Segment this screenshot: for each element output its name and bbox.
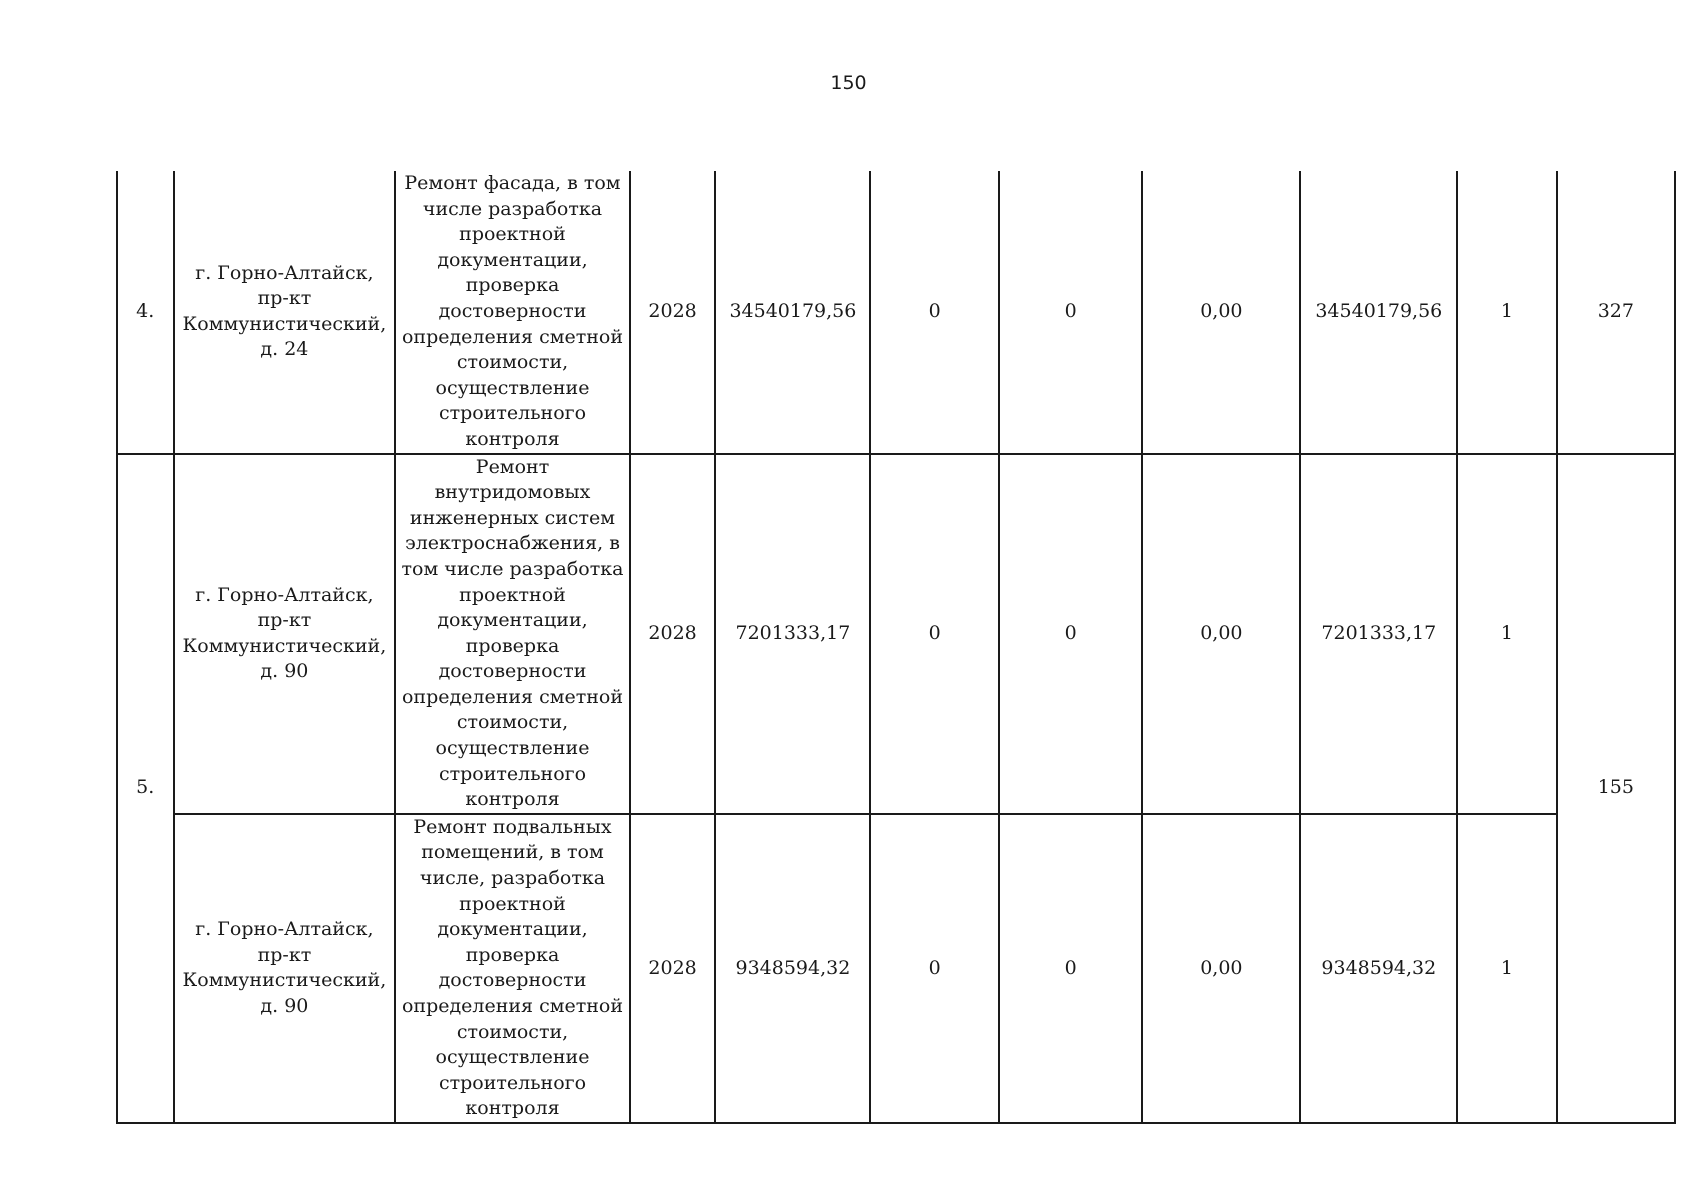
year-cell: 2028 <box>630 454 716 814</box>
address-text: г. Горно-Алтайск, пр-кт Коммунистический, д. 90 <box>182 583 387 683</box>
work-type-cell <box>395 814 629 1123</box>
capital-repair-table <box>116 171 1676 1124</box>
rank-cell: 155 <box>1557 454 1675 1123</box>
table-row <box>117 814 1675 1123</box>
value-cell: 0,00 <box>1142 814 1300 1123</box>
address-cell <box>174 454 396 814</box>
value-cell: 0,00 <box>1142 454 1300 814</box>
value-cell: 0 <box>999 171 1142 454</box>
value-cell: 0 <box>870 814 999 1123</box>
work-type-text: Ремонт фасада, в том числе разработка проектной документации, проверка достоверности определения сметной стоимости, осуществление строительного контроля <box>401 172 624 450</box>
total-cost-cell: 34540179,56 <box>715 171 870 454</box>
value-cell: 1 <box>1457 454 1556 814</box>
value-cell: 0 <box>870 171 999 454</box>
address-text: г. Горно-Алтайск, пр-кт Коммунистический, д. 24 <box>182 261 387 361</box>
value-cell: 1 <box>1457 814 1556 1123</box>
work-type-text: Ремонт внутридомовых инженерных систем электроснабжения, в том числе разработка проектной документации, проверка достоверности определения сметной стоимости, осуществление строительного контроля <box>401 455 624 811</box>
address-cell <box>174 171 396 454</box>
amount-cell: 34540179,56 <box>1300 171 1457 454</box>
address-cell <box>174 814 396 1123</box>
rank-cell: 327 <box>1557 171 1675 454</box>
year-cell: 2028 <box>630 814 716 1123</box>
value-cell: 0 <box>870 454 999 814</box>
table-row <box>117 454 1675 814</box>
row-number: 4. <box>117 171 174 454</box>
amount-cell: 7201333,17 <box>1300 454 1457 814</box>
value-cell: 1 <box>1457 171 1556 454</box>
year-cell: 2028 <box>630 171 716 454</box>
work-type-cell <box>395 454 629 814</box>
page-number: 150 <box>830 72 867 94</box>
value-cell: 0 <box>999 454 1142 814</box>
row-number: 5. <box>117 454 174 1123</box>
work-type-text: Ремонт подвальных помещений, в том числе, разработка проектной документации, проверка достоверности определения сметной стоимости, осуществление строительного контроля <box>401 815 624 1120</box>
value-cell: 0,00 <box>1142 171 1300 454</box>
work-type-cell <box>395 171 629 454</box>
total-cost-cell: 7201333,17 <box>715 454 870 814</box>
address-text: г. Горно-Алтайск, пр-кт Коммунистический, д. 90 <box>182 918 387 1017</box>
value-cell: 0 <box>999 814 1142 1123</box>
total-cost-cell: 9348594,32 <box>715 814 870 1123</box>
amount-cell: 9348594,32 <box>1300 814 1457 1123</box>
table-row <box>117 171 1675 454</box>
